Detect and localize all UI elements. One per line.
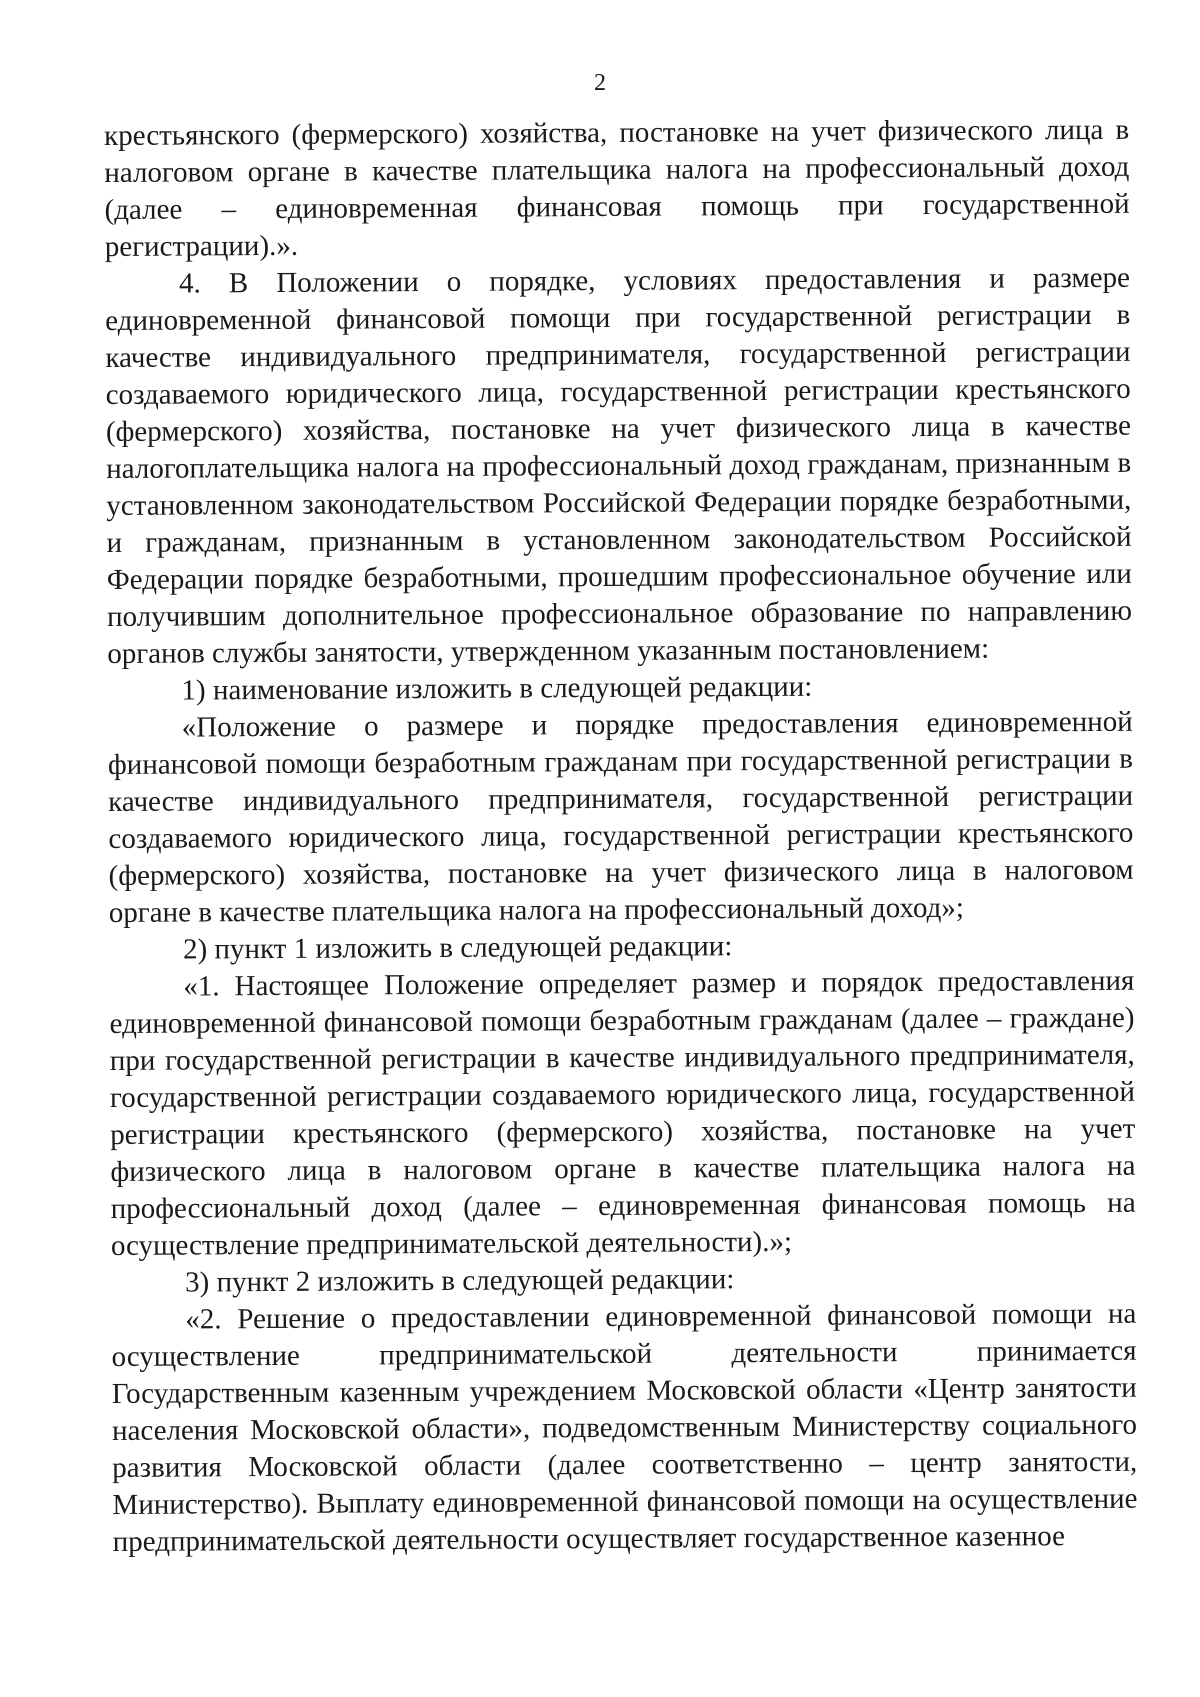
- paragraph-8: «2. Решение о предоставлении единовременной финансовой помощи на осуществление предпринимательской деятельности принимается Государственным казенным учреждением Московской области «Центр занятости населения Московской области», подведомственным Министерству социального развития Московской области (далее соответственно – центр занятости, Министерство). Выплату единовременной финансовой помощи на осуществление предпринимательской деятельности осуществляет государственное казенное: [111, 1297, 1138, 1558]
- paragraph-1: крестьянского (фермерского) хозяйства, постановке на учет физического лица в налоговом органе в качестве плательщика налога на профессиональный доход (далее – единовременная финансовая помощь при государственной регистрации).».: [104, 113, 1130, 263]
- page-number: 2: [594, 70, 606, 96]
- paragraph-5: 2) пункт 1 изложить в следующей редакции:: [182, 930, 733, 966]
- paragraph-4: «Положение о размере и порядке предоставления единовременной финансовой помощи безработным гражданам при государственной регистрации в качестве индивидуального предпринимателя, государственной регистрации создаваемого юридического лица, государственной регистрации крестьянского (фермерского) хозяйства, постановке на учет физического лица в налоговом органе в качестве плательщика налога на профессиональный доход»;: [107, 705, 1134, 929]
- paragraph-3: 1) наименование изложить в следующей редакции:: [181, 670, 813, 707]
- document-body: [104, 112, 1138, 1561]
- paragraph-6: «1. Настоящее Положение определяет размер и порядок предоставления единовременной финансовой помощи безработным гражданам (далее – граждане) при государственной регистрации в качестве индивидуального предпринимателя, государственной регистрации создаваемого юридического лица, государственной регистрации крестьянского (фермерского) хозяйства, постановке на учет физического лица в налоговом органе в качестве плательщика налога на профессиональный доход (далее – единовременная финансовая помощь на осуществление предпринимательской деятельности).»;: [109, 964, 1136, 1262]
- paragraph-7: 3) пункт 2 изложить в следующей редакции:: [185, 1263, 735, 1299]
- paragraph-2: 4. В Положении о порядке, условиях предоставления и размере единовременной финансовой помощи при государственной регистрации в качестве индивидуального предпринимателя, государственной регистрации создаваемого юридического лица, государственной регистрации крестьянского (фермерского) хозяйства, постановке на учет физического лица в качестве налогоплательщика налога на профессиональный доход гражданам, признанным в установленном законодательством Российской Федерации порядке безработными, и гражданам, признанным в установленном законодательством Российской Федерации порядке безработными, прошедшим профессиональное обучение или получившим дополнительное профессиональное образование по направлению органов службы занятости, утвержденном указанным постановлением:: [105, 261, 1133, 670]
